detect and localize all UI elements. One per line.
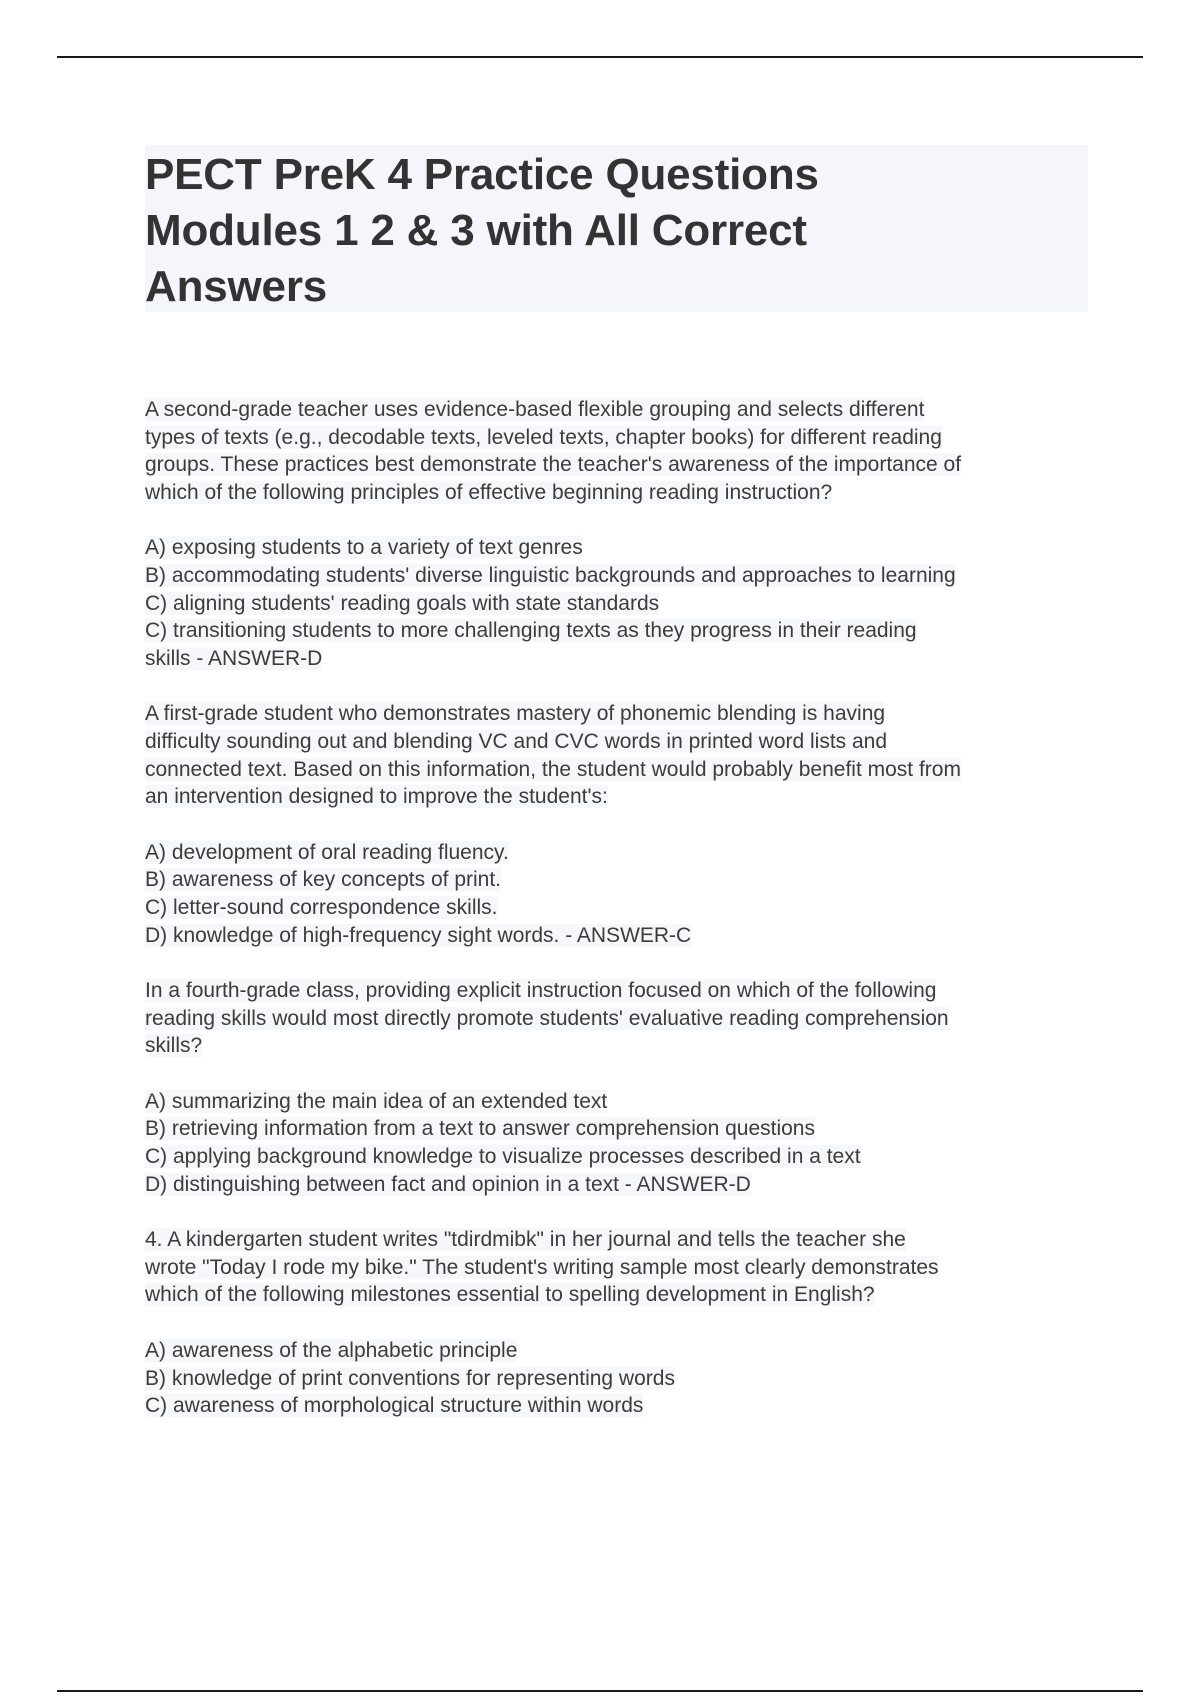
line-text: reading skills would most directly promote students' evaluative reading comprehension <box>145 1006 949 1030</box>
title-line: Answers <box>145 262 328 311</box>
line-text: C) transitioning students to more challenging texts as they progress in their reading <box>145 619 917 643</box>
option-line <box>145 534 1105 562</box>
option-line <box>145 922 1105 950</box>
line-text: which of the following principles of effective beginning reading instruction? <box>145 480 833 504</box>
option-line <box>145 645 1105 673</box>
question-2 <box>145 700 1105 810</box>
line-text: B) awareness of key concepts of print. <box>145 868 502 892</box>
line-text: groups. These practices best demonstrate the teacher's awareness of the importance of <box>145 453 962 477</box>
option-line <box>145 1143 1105 1171</box>
answer-options-2 <box>145 839 1105 949</box>
line-text: A) awareness of the alphabetic principle <box>145 1339 518 1363</box>
line-text: A) exposing students to a variety of text genres <box>145 536 583 560</box>
line-text: A) development of oral reading fluency. <box>145 840 509 864</box>
answer-options-1 <box>145 534 1105 672</box>
top-rule <box>57 56 1143 58</box>
option-line <box>145 1337 1105 1365</box>
line-text: C) aligning students' reading goals with state standards <box>145 591 660 615</box>
answer-options-4 <box>145 1337 1105 1420</box>
text-line <box>145 479 1105 507</box>
option-line <box>145 590 1105 618</box>
line-text: C) awareness of morphological structure within words <box>145 1394 644 1418</box>
line-text: 4. A kindergarten student writes "tdirdmibk" in her journal and tells the teacher she <box>145 1228 906 1252</box>
line-text: skills - ANSWER-D <box>145 646 323 670</box>
text-line <box>145 451 1105 479</box>
line-text: skills? <box>145 1034 203 1058</box>
text-line <box>145 396 1105 424</box>
option-line <box>145 617 1105 645</box>
option-line <box>145 894 1105 922</box>
line-text: C) letter-sound correspondence skills. <box>145 895 498 919</box>
text-line <box>145 424 1105 452</box>
text-line <box>145 1005 1105 1033</box>
line-text: wrote "Today I rode my bike." The student's writing sample most clearly demonstrates <box>145 1255 939 1279</box>
question-1 <box>145 396 1105 506</box>
option-line <box>145 1365 1105 1393</box>
title-line: PECT PreK 4 Practice Questions <box>145 150 819 199</box>
line-text: which of the following milestones essential to spelling development in English? <box>145 1283 875 1307</box>
question-3 <box>145 977 1105 1060</box>
option-line <box>145 839 1105 867</box>
line-text: In a fourth-grade class, providing explicit instruction focused on which of the following <box>145 979 937 1003</box>
text-line <box>145 977 1105 1005</box>
bottom-rule <box>57 1690 1143 1692</box>
line-text: B) retrieving information from a text to answer comprehension questions <box>145 1117 815 1141</box>
option-line <box>145 866 1105 894</box>
text-line <box>145 700 1105 728</box>
line-text: types of texts (e.g., decodable texts, leveled texts, chapter books) for different reading <box>145 425 942 449</box>
line-text: connected text. Based on this information, the student would probably benefit most from <box>145 757 961 781</box>
text-line <box>145 728 1105 756</box>
title-line: Modules 1 2 & 3 with All Correct <box>145 206 807 255</box>
text-line <box>145 756 1105 784</box>
answer-options-3 <box>145 1088 1105 1198</box>
document-body <box>145 396 1105 1448</box>
line-text: C) applying background knowledge to visualize processes described in a text <box>145 1145 861 1169</box>
document-title <box>145 147 1088 315</box>
text-line <box>145 1281 1105 1309</box>
line-text: B) accommodating students' diverse linguistic backgrounds and approaches to learning <box>145 563 956 587</box>
text-line <box>145 1032 1105 1060</box>
text-line <box>145 1226 1105 1254</box>
line-text: A second-grade teacher uses evidence-based flexible grouping and selects different <box>145 398 925 421</box>
line-text: an intervention designed to improve the student's: <box>145 785 608 809</box>
option-line <box>145 1115 1105 1143</box>
line-text: B) knowledge of print conventions for representing words <box>145 1366 675 1390</box>
option-line <box>145 1088 1105 1116</box>
option-line <box>145 562 1105 590</box>
line-text: A) summarizing the main idea of an extended text <box>145 1089 608 1113</box>
line-text: D) knowledge of high-frequency sight words. - ANSWER-C <box>145 923 692 947</box>
line-text: A first-grade student who demonstrates mastery of phonemic blending is having <box>145 702 886 726</box>
option-line <box>145 1392 1105 1420</box>
question-4 <box>145 1226 1105 1309</box>
line-text: D) distinguishing between fact and opinion in a text - ANSWER-D <box>145 1172 751 1196</box>
text-line <box>145 1254 1105 1282</box>
title-block <box>145 145 1088 312</box>
text-line <box>145 783 1105 811</box>
line-text: difficulty sounding out and blending VC and CVC words in printed word lists and <box>145 729 888 753</box>
option-line <box>145 1171 1105 1199</box>
